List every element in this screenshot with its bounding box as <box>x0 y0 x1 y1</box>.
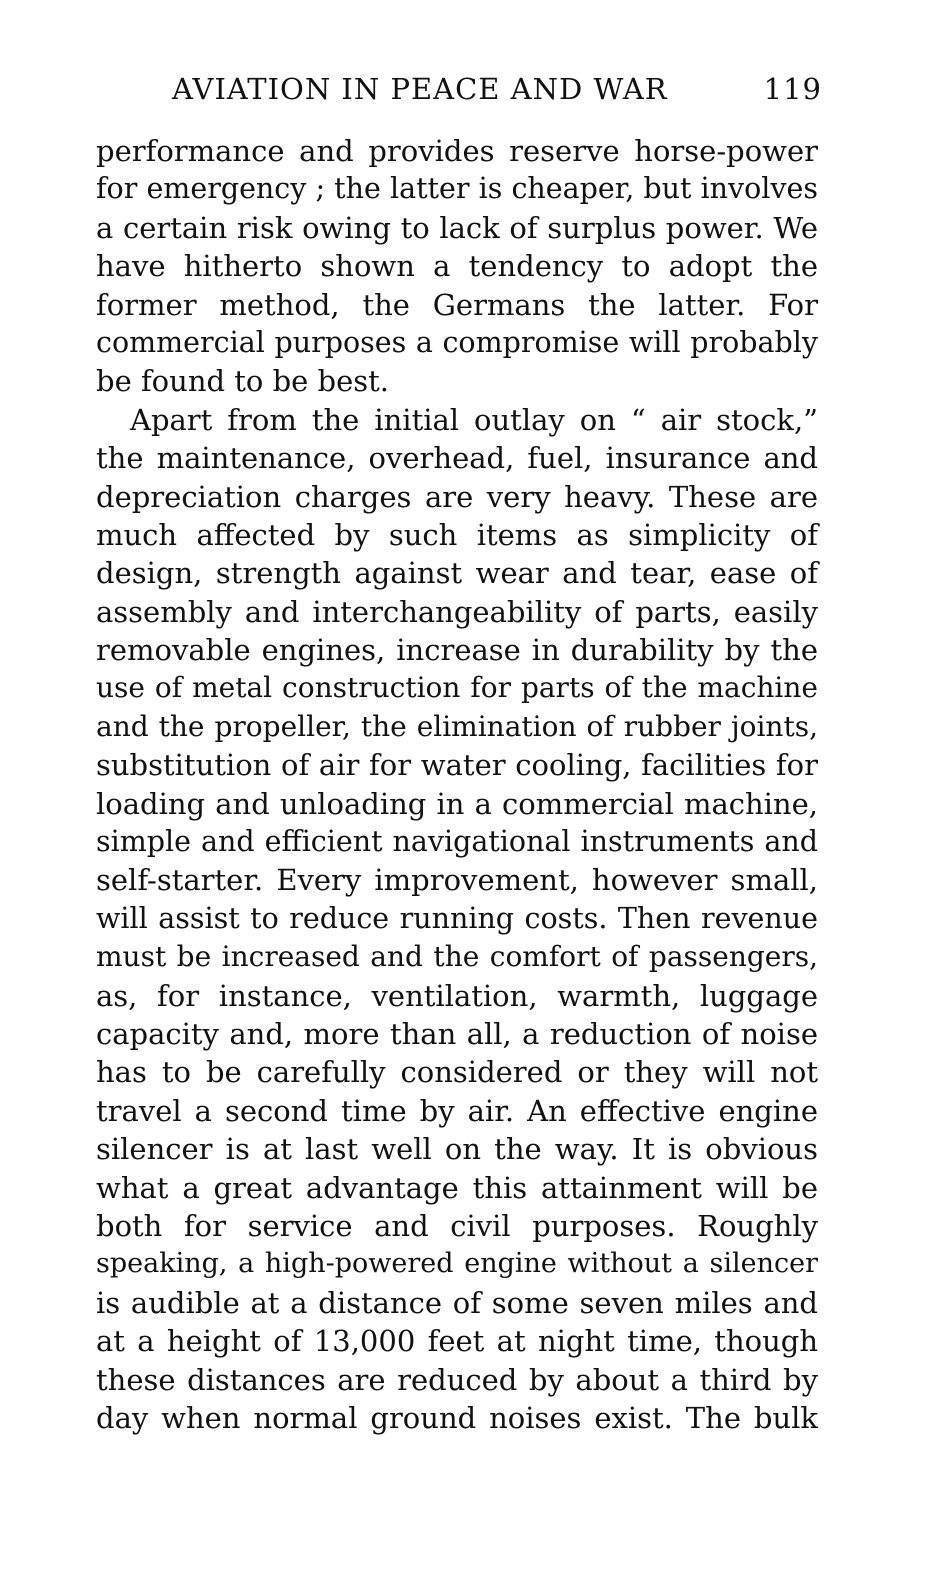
text-line: these distances are reduced by about a third by <box>96 1362 818 1397</box>
text-line: have hitherto shown a tendency to adopt the <box>96 249 818 284</box>
page-number: 119 <box>763 72 822 106</box>
text-line: silencer is at last well on the way. It is obvious <box>96 1132 818 1167</box>
text-line: what a great advantage this attainment will be <box>96 1170 818 1205</box>
text-line: as, for instance, ventilation, warmth, luggage <box>96 978 818 1013</box>
paragraph-first-line: Apart from the initial outlay on “ air stock,” <box>130 402 818 437</box>
text-line: assembly and interchangeability of parts, easily <box>96 594 818 629</box>
text-line: former method, the Germans the latter. For <box>96 287 818 322</box>
text-line: design, strength against wear and tear, ease of <box>96 556 818 591</box>
text-line: speaking, a high-powered engine without a silencer <box>96 1248 818 1280</box>
text-line: and the propeller, the elimination of rubber joints, <box>96 709 818 743</box>
text-line: removable engines, increase in durability by the <box>96 633 818 668</box>
text-line: be found to be best. <box>96 364 390 399</box>
running-head <box>172 72 822 112</box>
text-line: must be increased and the comfort of passengers, <box>96 940 818 974</box>
text-line: substitution of air for water cooling, facilities for <box>96 748 818 783</box>
text-line: much affected by such items as simplicity of <box>96 517 818 552</box>
text-line: will assist to reduce running costs. Then revenue <box>96 901 818 935</box>
text-line: is audible at a distance of some seven miles and <box>96 1285 818 1320</box>
text-line: simple and efficient navigational instruments and <box>96 825 818 859</box>
text-line: commercial purposes a compromise will probably <box>96 325 818 359</box>
text-line: has to be carefully considered or they will not <box>96 1055 818 1090</box>
text-line: travel a second time by air. An effective engine <box>96 1093 818 1128</box>
text-line: capacity and, more than all, a reduction of noise <box>96 1016 818 1051</box>
text-line: self-starter. Every improvement, however small, <box>96 863 818 898</box>
text-line: a certain risk owing to lack of surplus power. We <box>96 210 818 245</box>
text-line: both for service and civil purposes. Roughly <box>96 1208 818 1243</box>
text-line: use of metal construction for parts of the machine <box>96 671 818 705</box>
text-line: for emergency ; the latter is cheaper, but involves <box>96 172 818 206</box>
text-line: the maintenance, overhead, fuel, insurance and <box>96 441 818 476</box>
text-line: day when normal ground noises exist. The bulk <box>96 1400 818 1435</box>
text-line: at a height of 13,000 feet at night time, though <box>96 1324 818 1359</box>
text-line: performance and provides reserve horse-power <box>96 134 818 168</box>
running-head-title: AVIATION IN PEACE AND WAR <box>172 72 668 106</box>
text-line: loading and unloading in a commercial machine, <box>96 786 818 821</box>
text-line: depreciation charges are very heavy. These are <box>96 479 818 514</box>
body-text <box>96 132 818 1437</box>
